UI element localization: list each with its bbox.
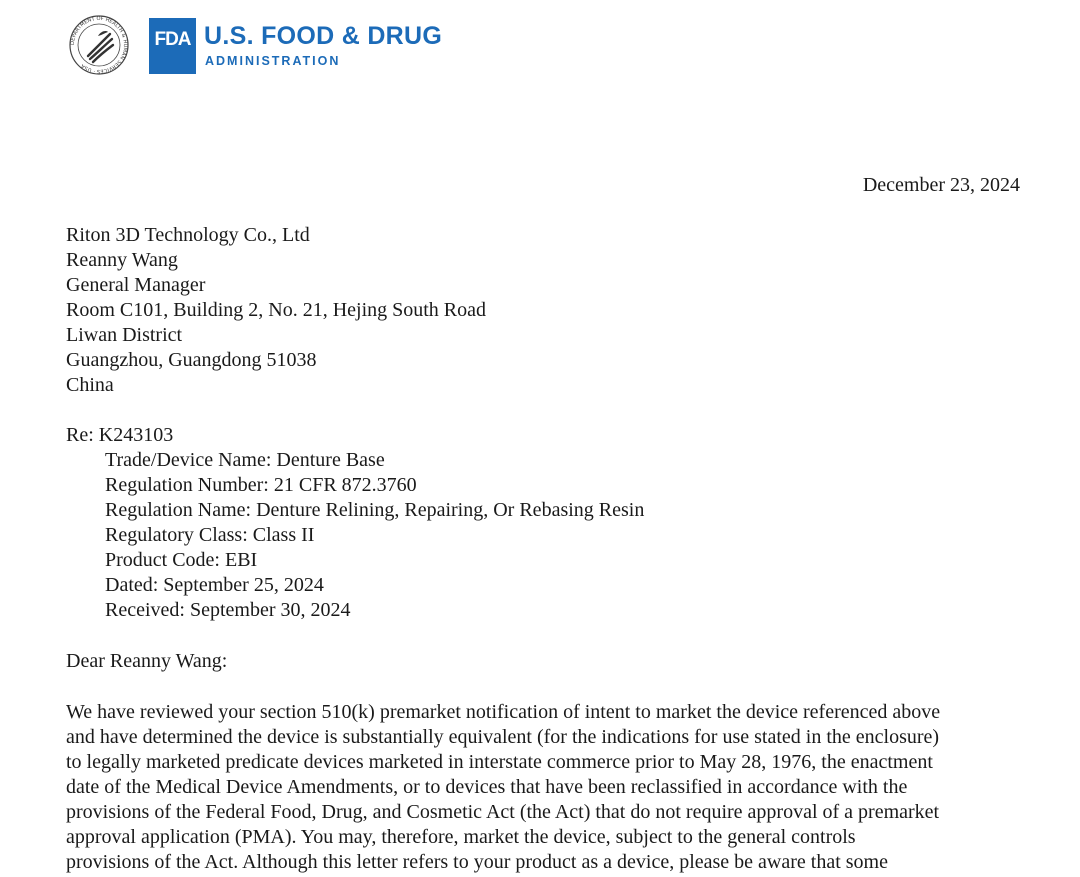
recipient-city: Guangzhou, Guangdong 51038 (66, 349, 317, 371)
re-regulation-name: Regulation Name: Denture Relining, Repairing, Or Rebasing Resin (105, 499, 645, 521)
recipient-company: Riton 3D Technology Co., Ltd (66, 224, 310, 246)
recipient-street: Room C101, Building 2, No. 21, Hejing South Road (66, 299, 487, 321)
hhs-seal-icon (68, 14, 130, 76)
recipient-address (66, 223, 486, 398)
re-line: Re: K243103 (66, 424, 174, 446)
body-line: provisions of the Federal Food, Drug, and Cosmetic Act (the Act) that do not require approval of a premarket (66, 801, 940, 823)
re-dated: Dated: September 25, 2024 (105, 574, 324, 596)
re-block (66, 423, 644, 623)
letter-date: December 23, 2024 (862, 174, 1020, 196)
recipient-country: China (66, 374, 114, 396)
agency-subtitle: ADMINISTRATION (205, 54, 341, 68)
seal-text: DEPARTMENT OF HEALTH & HUMAN SERVICES · USA (69, 15, 129, 75)
recipient-name: Reanny Wang (66, 249, 178, 271)
salutation: Dear Reanny Wang: (66, 650, 228, 672)
re-received: Received: September 30, 2024 (105, 599, 351, 621)
recipient-title: General Manager (66, 274, 206, 296)
re-regulatory-class: Regulatory Class: Class II (105, 524, 315, 546)
body-line: and have determined the device is substantially equivalent (for the indications for use stated in the enclosure) (66, 726, 940, 748)
fda-logo-mark: FDA (149, 18, 196, 74)
recipient-district: Liwan District (66, 324, 183, 346)
body-paragraph (66, 700, 1026, 875)
agency-name: U.S. FOOD & DRUG (204, 22, 443, 50)
body-line: We have reviewed your section 510(k) premarket notification of intent to market the device referenced above (66, 701, 941, 723)
body-line: to legally marketed predicate devices marketed in interstate commerce prior to May 28, 1976, the enactment (66, 751, 933, 773)
re-product-code: Product Code: EBI (105, 549, 258, 571)
body-line: date of the Medical Device Amendments, or to devices that have been reclassified in accordance with the (66, 776, 908, 798)
re-regulation-number: Regulation Number: 21 CFR 872.3760 (105, 474, 417, 496)
re-trade-device-name: Trade/Device Name: Denture Base (105, 449, 385, 471)
body-line: provisions of the Act. Although this letter refers to your product as a device, please be aware that some (66, 851, 888, 873)
body-line: approval application (PMA). You may, therefore, market the device, subject to the general controls (66, 826, 856, 848)
